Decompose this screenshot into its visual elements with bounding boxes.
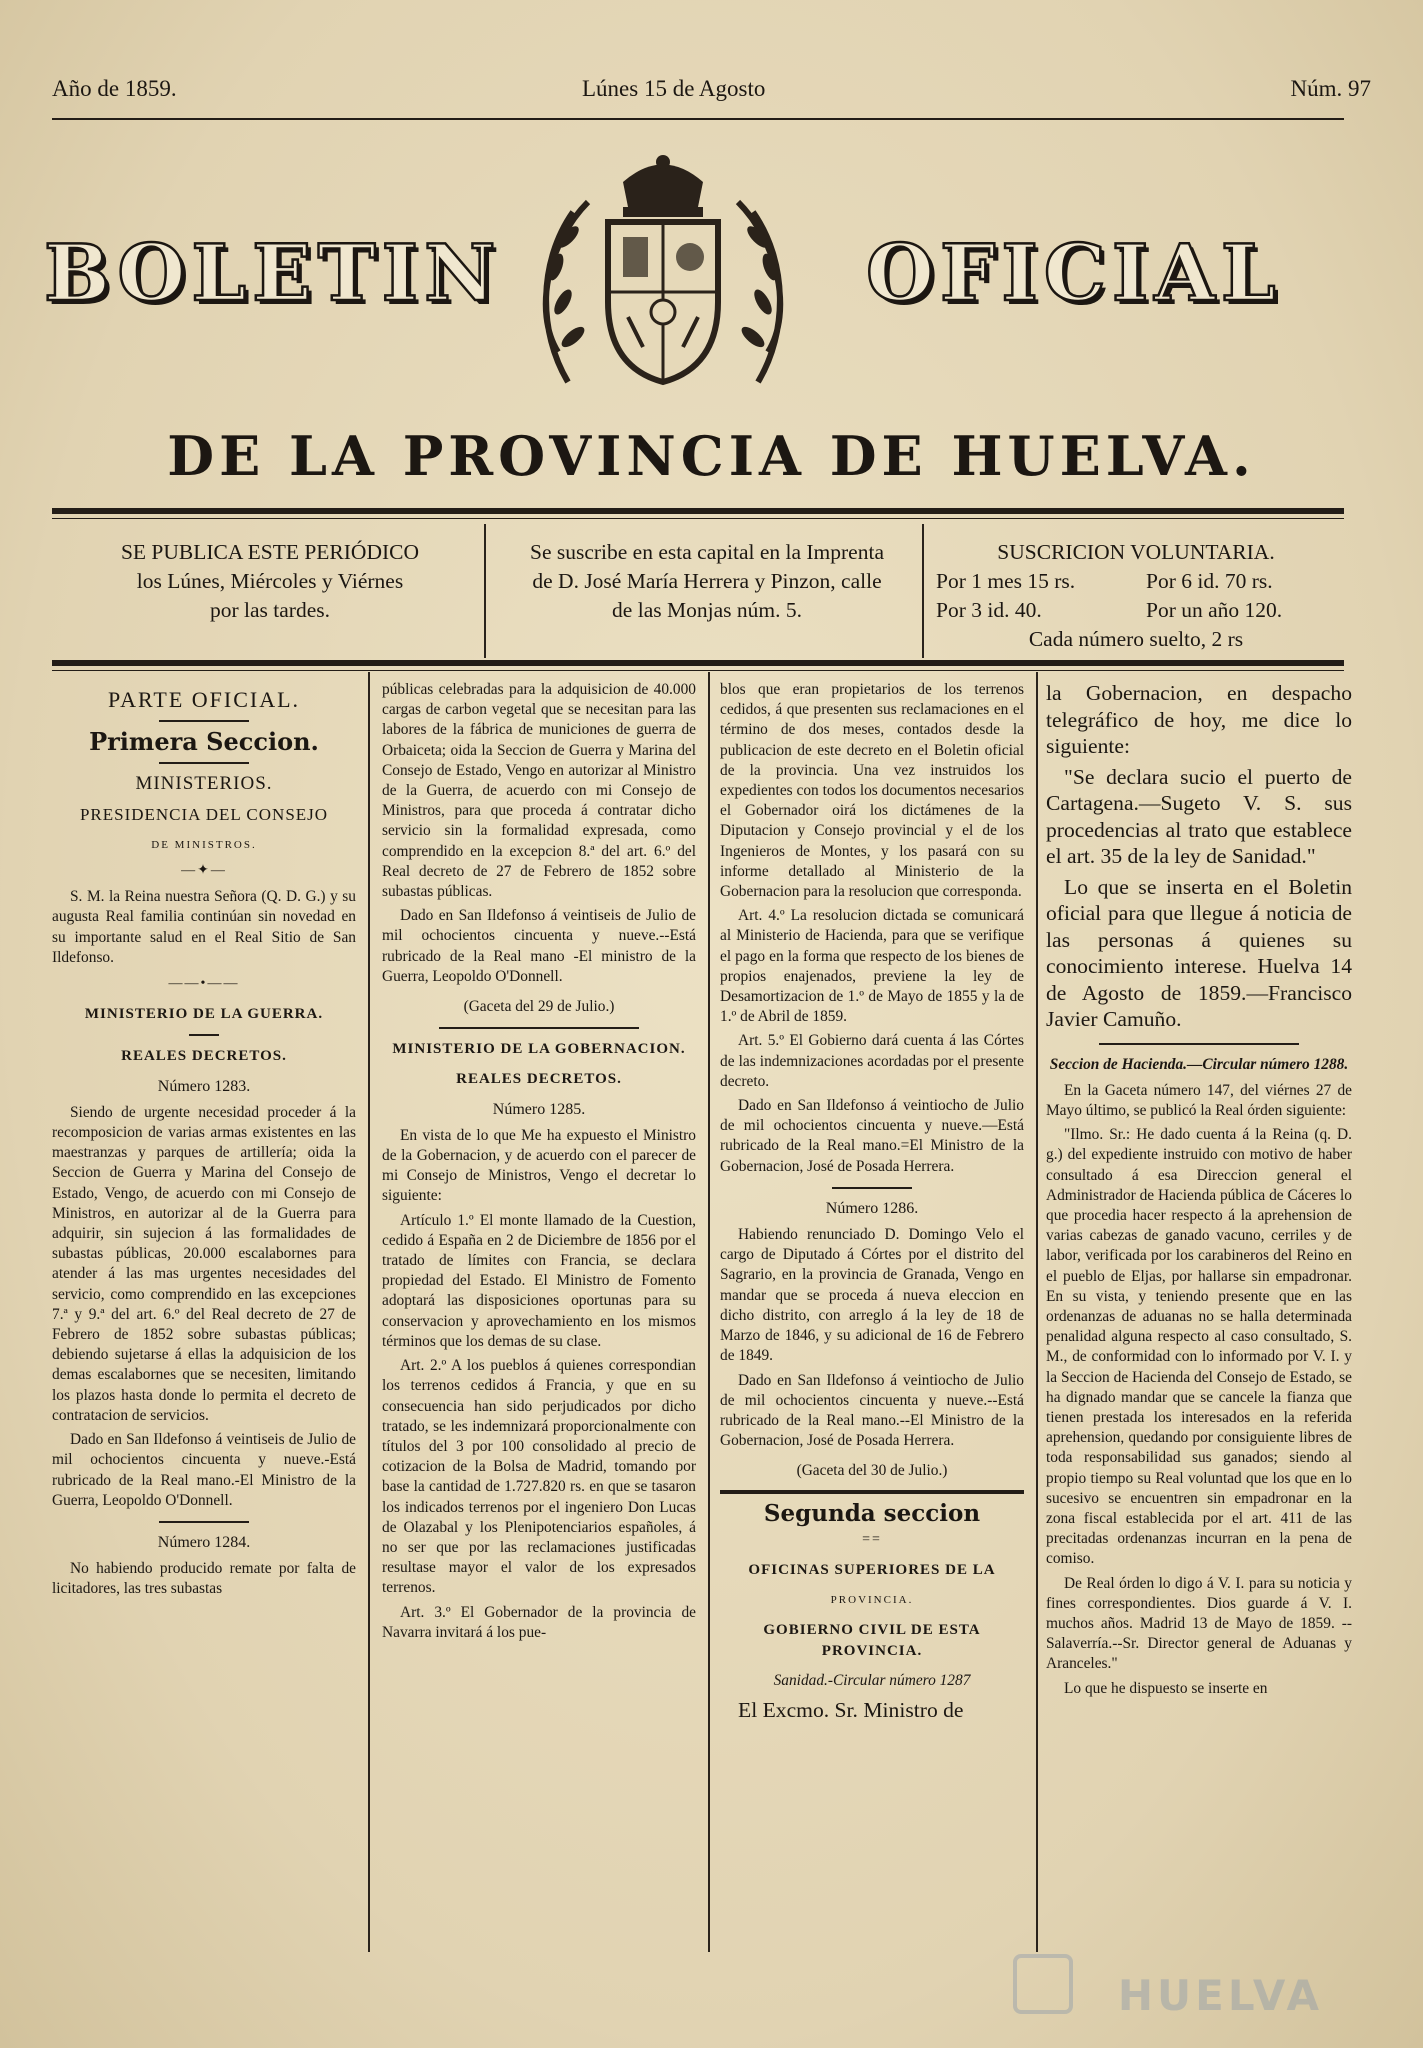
decree-number: Número 1286. xyxy=(825,1199,919,1217)
heading-de-ministros: DE MINISTROS. xyxy=(151,838,257,851)
paragraph: De Real órden lo digo á V. I. para su noticia y fines correspondientes. Dios guarde á V. I. muchos años. Madrid 13 de Mayo de 1859. --Salaverría.--Sr. Director general de Aduanas y Aranceles." xyxy=(1046,1574,1352,1673)
heading-ministerio-gobernacion: MINISTERIO DE LA GOBERNACION. xyxy=(392,1041,686,1058)
heading-provincia: PROVINCIA. xyxy=(830,1594,914,1607)
paragraph: Art. 2.º A los pueblos á quienes correspondian los terrenos cedidos á Francia, y que en su consecuencia han sido perjudicados por dicho tratado, se les indemnizará proporcionalmente con títulos del 3 por 100 consolidado al precio de cotizacion de la Bolsa de Madrid, tomando por base la cantidad de 1.727.820 rs. en que se tasaron los indicados terrenos por el ingeniero Don Lucas de Olazabal y los Plenipotenciarios españoles, á no ser que por las reclamaciones justificadas resultase mayor el valor de los expresados terrenos. xyxy=(382,1357,696,1597)
paragraph: "Se declara sucio el puerto de Cartagena.—Sugeto V. S. sus procedencias al trato que establece el art. 35 de la ley de Sanidad." xyxy=(1046,764,1352,868)
paragraph: S. M. la Reina nuestra Señora (Q. D. G.) y su augusta Real familia continúan sin novedad en su importante salud en el Real Sitio de San Ildefonso. xyxy=(52,888,356,966)
paragraph: Siendo de urgente necesidad proceder á la recomposicion de varias armas existentes en las maestranzas y parques de artillería; oida la Seccion de Guerra y Marina del Consejo de Estado, Vengo, de acuerdo con mi Consejo de Ministros, en autorizar al de la Guerra para adquirir, sin sujecion á las formalidades de subastas públicas, 20.000 escalabornes para atender á las mas urgentes necesidades del servicio, como comprendido en las excepciones 7.ª y 9.ª del art. 6.º del Real decreto de 27 de Febrero de 1852 sobre subastas públicas; debiendo sujetarse á ellas la adquisicion de los demas escalabornes que se necesiten, limitando los plazos hasta donde lo permita el decreto de contratacion de servicios. xyxy=(52,1103,356,1424)
paragraph: En vista de lo que Me ha expuesto el Ministro de la Gobernacion, y de acuerdo con el parecer de mi Consejo de Ministros, Vengo el decretar lo siguiente: xyxy=(382,1126,696,1205)
paragraph: Lo que he dispuesto se inserte en xyxy=(1064,1679,1268,1697)
divider xyxy=(189,1034,219,1036)
paragraph: públicas celebradas para la adquisicion de 40.000 cargas de carbon vegetal que se necesitan para las labores de la fábrica de municiones de guerra de Orbaiceta; oida la Seccion de Guerra y Marina del Consejo de Estado, Vengo en autorizar al Ministro de la Guerra, de acuerdo con mi Consejo de Ministros, para que proceda á contratar dicho servicio sin la formalidad expresada, como comprendido en la excepcion 8.ª del art. 6.º del Real decreto de 27 de Febrero de 1852 sobre subastas públicas. xyxy=(382,681,696,901)
gaceta-citation: (Gaceta del 30 de Julio.) xyxy=(796,1462,948,1480)
column-separator-1 xyxy=(368,672,370,1952)
column-separator-2 xyxy=(708,672,710,1952)
column-4 xyxy=(1046,680,1352,1948)
divider xyxy=(439,1027,639,1029)
issue-date: Lúnes 15 de Agosto xyxy=(582,76,766,101)
archive-logo-icon xyxy=(1013,1954,1073,2014)
paragraph: la Gobernacion, en despacho telegráfico de hoy, me dice lo siguiente: xyxy=(1046,681,1352,758)
ornament-icon: == xyxy=(862,1531,882,1547)
archive-watermark: HUELVA xyxy=(1117,1971,1323,2020)
prices-title: SUSCRICION VOLUNTARIA. xyxy=(997,540,1275,564)
divider xyxy=(720,1490,1024,1494)
price-3-month: Por 3 id. 40. xyxy=(936,598,1042,622)
info-rule-thin xyxy=(52,670,1344,671)
royal-coat-of-arms-icon xyxy=(528,152,798,400)
price-1-month: Por 1 mes 15 rs. xyxy=(936,569,1076,593)
info-separator-1 xyxy=(484,524,486,658)
divider xyxy=(159,720,249,722)
price-single: Cada número suelto, 2 rs xyxy=(1028,627,1244,651)
issue-year: Año de 1859. xyxy=(52,76,177,101)
paragraph: blos que eran propietarios de los terrenos cedidos, á que presenten sus reclamaciones en el término de dos meses, contados desde la publicacion de este decreto en el Boletin oficial de la provincia. Una vez instruidos los expedientes con todos los documentos necesarios el Gobernador oirá los dictámenes de la Diputacion y Consejo provincial y el de los Ingenieros de Montes, y los pasará con su informe detallado al Ministerio de la Gobernacion para la resolucion que corresponda. xyxy=(720,681,1024,901)
divider xyxy=(159,762,249,764)
masthead-topline xyxy=(52,76,1371,106)
masthead-rule-thick xyxy=(52,508,1344,514)
paragraph: Lo que se inserta en el Boletin oficial para que llegue á noticia de las personas á quienes su conocimiento interese. Huelva 14 de Agosto de 1859.—Francisco Javier Camuño. xyxy=(1046,874,1352,1031)
column-2 xyxy=(382,680,696,1948)
heading-ministerio-guerra: MINISTERIO DE LA GUERRA. xyxy=(84,1006,324,1023)
column-1 xyxy=(52,680,356,1948)
divider xyxy=(159,1521,249,1523)
issue-number: Núm. 97 xyxy=(1290,76,1371,101)
decree-number: Número 1283. xyxy=(157,1077,251,1095)
heading-gobierno-civil: GOBIERNO CIVIL DE ESTA PROVINCIA. xyxy=(763,1622,981,1659)
price-6-month: Por 6 id. 70 rs. xyxy=(1146,569,1273,593)
paragraph: Habiendo renunciado D. Domingo Velo el cargo de Diputado á Córtes por el distrito del Sagrario, en la provincia de Granada, Vengo en mandar que se proceda á nueva eleccion en dicho distrito, con arreglo á la ley de 18 de Marzo de 1846, y su adicional de 16 de Febrero de 1849. xyxy=(720,1226,1024,1365)
circular-heading: Seccion de Hacienda.—Circular número 1288. xyxy=(1049,1055,1349,1073)
paragraph: El Excmo. Sr. Ministro de xyxy=(738,1697,964,1722)
paragraph: Dado en San Ildefonso á veintiseis de Julio de mil ochocientos cincuenta y nueve.--Está rubricado de la Real mano -El ministro de la Guerra, Leopoldo O'Donnell. xyxy=(382,907,696,985)
column-separator-3 xyxy=(1036,672,1038,1952)
subscription-location xyxy=(492,538,922,625)
paragraph: Dado en San Ildefonso á veintiseis de Julio de mil ochocientos cincuenta y nueve.-Está rubricado de la Real mano.-El Ministro de la Guerra, Leopoldo O'Donnell. xyxy=(52,1431,356,1509)
info-separator-2 xyxy=(922,524,924,658)
heading-reales-decretos: REALES DECRETOS. xyxy=(456,1071,622,1088)
divider xyxy=(832,1187,912,1189)
schedule-line-3: por las tardes. xyxy=(209,598,330,622)
info-rule-thick xyxy=(52,660,1344,666)
location-line-3: de las Monjas núm. 5. xyxy=(612,598,802,622)
column-3 xyxy=(720,680,1024,1948)
masthead-rule-thin xyxy=(52,518,1344,519)
paragraph: Dado en San Ildefonso á veintiocho de Julio de mil ochocientos cincuenta y nueve.--Está rubricado de la Real mano.--El Ministro de la Gobernacion, José de Posada Herrera. xyxy=(720,1371,1024,1450)
decree-number: Número 1285. xyxy=(492,1100,586,1118)
paragraph: Art. 3.º El Gobernador de la provincia de Navarra invitará á los pue- xyxy=(382,1603,696,1641)
title-oficial: OFICIAL xyxy=(866,228,1282,319)
heading-ministerios: MINISTERIOS. xyxy=(135,773,273,795)
paragraph: No habiendo producido remate por falta de licitadores, las tres subastas xyxy=(52,1560,356,1598)
divider xyxy=(1099,1043,1299,1045)
section-heading-primera: Primera Seccion. xyxy=(89,727,319,757)
subscription-prices xyxy=(936,538,1336,654)
heading-oficinas: OFICINAS SUPERIORES DE LA xyxy=(748,1561,996,1578)
decree-number: Número 1284. xyxy=(157,1533,251,1551)
heading-presidencia: PRESIDENCIA DEL CONSEJO xyxy=(79,804,329,824)
paragraph: Artículo 1.º El monte llamado de la Cuestion, cedido á España en 2 de Diciembre de 1856 por el tratado de límites con Francia, se declara propiedad del Estado. El Ministro de Fomento adoptará las disposiciones oportunas para su conservacion y aprovechamiento en los mismos términos que los demas de su clase. xyxy=(382,1211,696,1350)
publication-schedule xyxy=(70,538,470,625)
ornament-icon: ——•—— xyxy=(168,976,240,992)
top-rule xyxy=(52,118,1344,120)
location-line-2: de D. José María Herrera y Pinzon, calle xyxy=(532,569,882,593)
schedule-line-2: los Lúnes, Miércoles y Viérnes xyxy=(136,569,404,593)
heading-reales-decretos: REALES DECRETOS. xyxy=(121,1048,287,1065)
section-heading-parte-oficial: PARTE OFICIAL. xyxy=(107,687,301,712)
title-boletin: BOLETIN xyxy=(44,228,502,319)
paragraph: En la Gaceta número 147, del viérnes 27 de Mayo último, se publicó la Real órden siguiente: xyxy=(1046,1081,1352,1119)
title-provincia: DE LA PROVINCIA DE HUELVA. xyxy=(167,424,1256,488)
circular-heading: Sanidad.-Circular número 1287 xyxy=(773,1671,971,1689)
ornament-icon: ―✦― xyxy=(181,863,227,879)
paragraph: Art. 4.º La resolucion dictada se comunicará al Ministerio de Hacienda, para que se verifique el pago en la forma que respecto de los bienes de propios enajenados, previene la ley de Desamortizacion de 1.º de Mayo de 1855 y la de 1.º de Abril de 1859. xyxy=(720,907,1024,1026)
location-line-1: Se suscribe en esta capital en la Imprenta xyxy=(529,540,884,564)
paragraph: "Ilmo. Sr.: He dado cuenta á la Reina (q. D. g.) del expediente instruido con motivo de haber consultado á esa Direccion general el Administrador de Hacienda pública de Cáceres lo que procedia hacer respecto á la aprehension de varias cabezas de ganado vacuno, cerriles y de labor, verificada por los carabineros del Reino en el pueblo de Eljas, por hallarse sin empadronar. En su vista, y teniendo presente que en las ordenanzas de aduanas no se halla determinada penalidad alguna respecto al caso consultado, S. M., de conformidad con lo informado por V. I. y la Seccion de Hacienda del Consejo de Estado, se ha dignado mandar que se cancele la fianza que tienen prestada los interesados en la referida aprehension, quedando por consiguiente libres de toda responsabilidad sus ganados; siendo al propio tiempo su Real voluntad que los que en lo sucesivo se encuentren sin empadronar en la zona fiscal establecida por el art. 411 de las precitadas ordenanzas incurran en la pena de comiso. xyxy=(1046,1126,1352,1568)
gaceta-citation: (Gaceta del 29 de Julio.) xyxy=(463,998,615,1016)
price-1-year: Por un año 120. xyxy=(1146,598,1283,622)
section-heading-segunda: Segunda seccion xyxy=(763,1499,981,1527)
paragraph: Dado en San Ildefonso á veintiocho de Julio de mil ochocientos cincuenta y nueve.—Está rubricado de la Real mano.=El Ministro de la Gobernacion, José de Posada Herrera. xyxy=(720,1097,1024,1175)
schedule-line-1: SE PUBLICA ESTE PERIÓDICO xyxy=(120,540,420,564)
paragraph: Art. 5.º El Gobierno dará cuenta á las Córtes de las indemnizaciones acordadas por el presente decreto. xyxy=(720,1032,1024,1090)
